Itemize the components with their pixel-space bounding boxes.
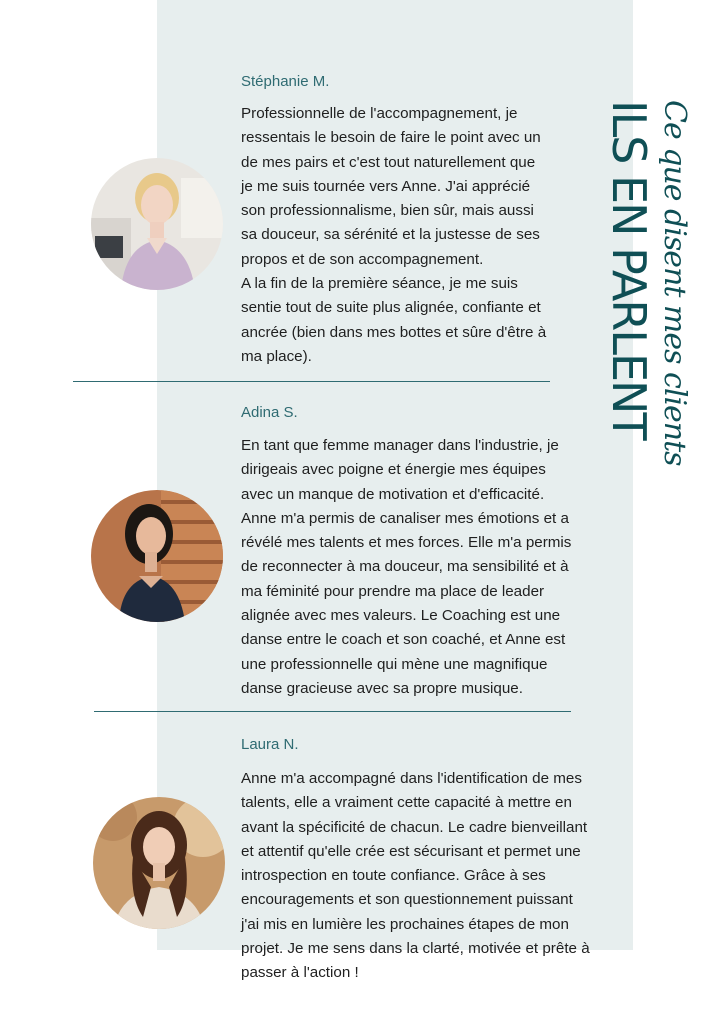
text-line: ma féminité pour prendre ma place de leader <box>241 582 545 600</box>
text-line: j'ai mis en lumière les prochaines étapes de mon <box>241 915 569 933</box>
text-line: projet. Je me sens dans la clarté, motivée et prête à <box>241 940 590 958</box>
testimonial-text-3 <box>241 767 633 986</box>
testimonial-text-2 <box>241 434 633 701</box>
avatar-adina <box>91 490 223 622</box>
text-line: avec un manque de motivation et d'efficacité. <box>241 485 545 503</box>
testimonial-name-3: Laura N. <box>241 736 299 753</box>
text-line: sentie tout de suite plus alignée, confiante et <box>241 299 541 317</box>
text-line: je me suis tournée vers Anne. J'ai apprécié <box>241 177 531 195</box>
text-line: dirigeais avec poigne et énergie mes équipes <box>241 461 546 479</box>
text-line: sa douceur, sa sérénité et la justesse de ses <box>241 226 540 244</box>
avatar-stephanie <box>91 158 223 290</box>
text-line: une professionnelle qui mène une magnifique <box>241 655 548 673</box>
text-line: encouragements et son questionnement puissant <box>241 891 573 909</box>
text-line: avant la spécificité de chacun. Le cadre bienveillant <box>241 818 588 836</box>
testimonial-name-1: Stéphanie M. <box>241 73 330 90</box>
text-line: danse entre le coach et son coaché, et Anne est <box>241 631 566 649</box>
text-line: son professionnalisme, bien sûr, mais aussi <box>241 202 534 220</box>
text-line: ma place). <box>241 347 312 365</box>
text-line: ressentais le besoin de faire le point avec un <box>241 129 541 147</box>
avatar-laura <box>93 797 225 929</box>
text-line: introspection en toute confiance. Grâce à ses <box>241 867 546 885</box>
testimonial-text-1 <box>241 102 633 369</box>
text-line: de reconnecter à ma douceur, ma sensibilité et à <box>241 558 569 576</box>
text-line: En tant que femme manager dans l'industrie, je <box>241 437 559 454</box>
title-script: Ce que disent mes clients <box>657 100 692 466</box>
text-line: danse gracieuse avec sa propre musique. <box>241 679 523 697</box>
title-main: ILS EN PARLENT <box>602 100 656 439</box>
text-line: de mes pairs et c'est tout naturellement que <box>241 153 536 171</box>
testimonial-name-2: Adina S. <box>241 404 298 421</box>
text-line: talents, elle a vraiment cette capacité à mettre en <box>241 794 572 812</box>
text-line: Anne m'a permis de canaliser mes émotions et a <box>241 509 569 527</box>
text-line: et attentif qu'elle crée est sécurisant et permet une <box>241 842 581 860</box>
text-line: passer à l'action ! <box>241 964 359 982</box>
text-line: alignée avec mes valeurs. Le Coaching est une <box>241 607 561 625</box>
text-line: propos et de son accompagnement. <box>241 250 484 268</box>
divider-2 <box>94 711 571 712</box>
text-line: ancrée (bien dans mes bottes et sûre d'être à <box>241 323 547 341</box>
divider-1 <box>73 381 550 382</box>
text-line: A la fin de la première séance, je me suis <box>241 275 518 293</box>
text-line: Anne m'a accompagné dans l'identification de mes <box>241 770 582 787</box>
text-line: Professionnelle de l'accompagnement, je <box>241 105 518 122</box>
text-line: révélé mes talents et mes forces. Elle m'a permis <box>241 534 572 552</box>
